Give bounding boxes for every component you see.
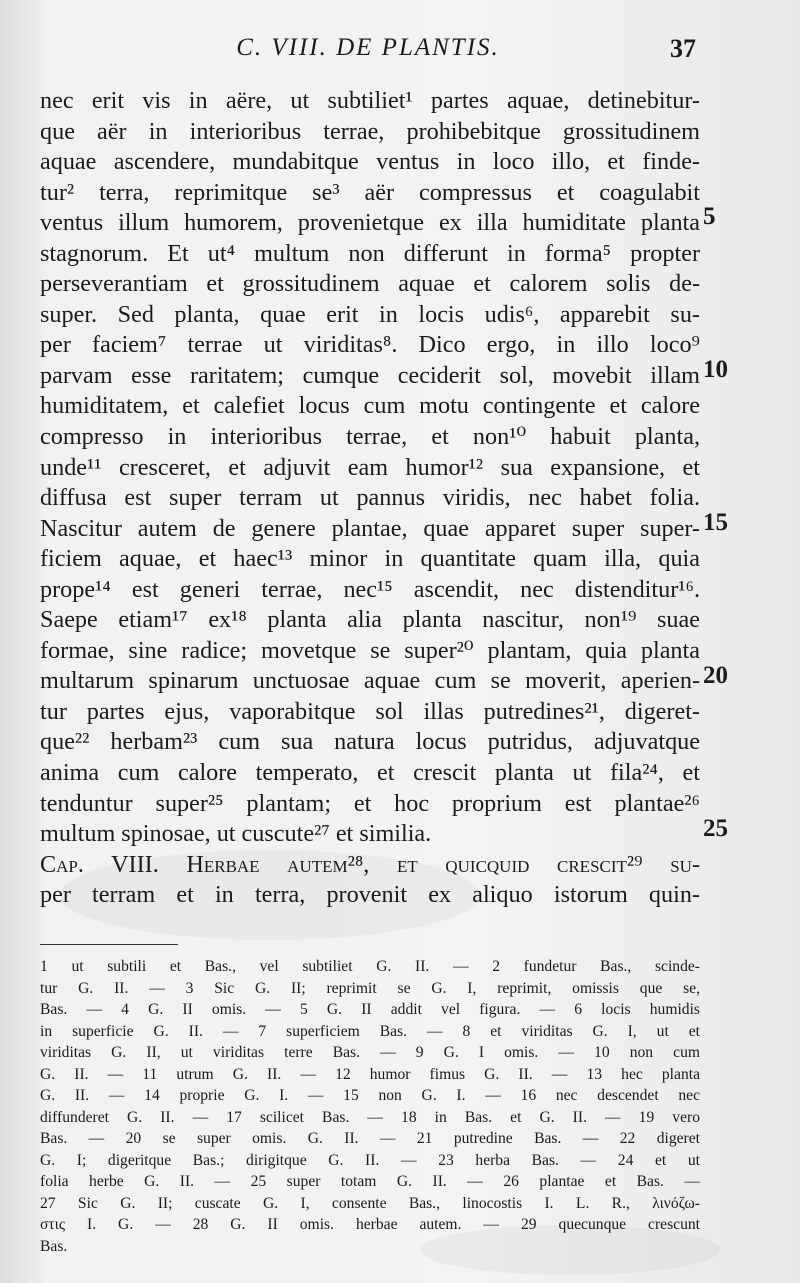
footnote-line: tur G. II. — 3 Sic G. II; reprimit se G. I, reprimit, omissis que se,	[40, 979, 700, 997]
text-line: perseverantiam et grossitudinem aquae et calorem solis de-	[40, 270, 700, 298]
text-line: ventus illum humorem, provenietque ex illa humiditate planta	[40, 209, 700, 237]
text-line: multum spinosae, ut cuscute²⁷ et similia.	[40, 820, 432, 848]
line-number: 10	[703, 356, 728, 383]
line-number: 25	[703, 815, 728, 842]
footnote-line: folia herbe G. II. — 25 super totam G. II. — 26 plantae et Bas. —	[40, 1173, 700, 1190]
footnote-line: στις I. G. — 28 G. II omis. herbae autem. — 29 quecunque crescunt	[40, 1216, 700, 1233]
running-title: C. VIII. DE PLANTIS.	[236, 34, 500, 61]
text-line: tenduntur super²⁵ plantam; et hoc proprium est plantae²⁶	[40, 789, 700, 817]
text-line: multarum spinarum unctuosae aquae cum se moverit, aperien-	[40, 667, 700, 695]
text-line: prope¹⁴ est generi terrae, nec¹⁵ ascendit, nec distenditur¹⁶.	[40, 575, 700, 603]
footnote-line: in superficie G. II. — 7 superficiem Bas. — 8 et viriditas G. I, ut et	[40, 1022, 700, 1040]
text-line: que aër in interioribus terrae, prohibebitque grossitudinem	[40, 117, 700, 145]
text-line: stagnorum. Et ut⁴ multum non differunt in forma⁵ propter	[40, 239, 700, 267]
text-line: Nascitur autem de genere plantae, quae apparet super super-	[40, 514, 700, 542]
text-line: unde¹¹ cresceret, et adjuvit eam humor¹² sua expansione, et	[40, 453, 700, 481]
footnote-line: Bas. — 4 G. II omis. — 5 G. II addit vel figura. — 6 locis humidis	[40, 1001, 700, 1018]
line-number: 15	[703, 509, 728, 536]
text-line: anima cum calore temperato, et crescit planta ut fila²⁴, et	[40, 759, 700, 787]
footnote-line: 1 ut subtili et Bas., vel subtiliet G. II. — 2 fundetur Bas., scinde-	[40, 958, 700, 975]
footnote-line: Bas.	[40, 1237, 68, 1255]
page-header	[40, 34, 696, 70]
text-line: nec erit vis in aëre, ut subtiliet¹ partes aquae, detinebitur-	[40, 87, 700, 114]
text-line: per terram et in terra, provenit ex aliquo istorum quin-	[40, 881, 700, 909]
page-number: 37	[670, 34, 696, 63]
footnote-line: viriditas G. II, ut viriditas terre Bas. — 9 G. I omis. — 10 non cum	[40, 1044, 700, 1061]
footnote-line: G. I; digeritque Bas.; dirigitque G. II. — 23 herba Bas. — 24 et ut	[40, 1151, 700, 1169]
main-text	[40, 86, 700, 911]
text-line: que²² herbam²³ cum sua natura locus putridus, adjuvatque	[40, 728, 700, 756]
text-line: tur² terra, reprimitque se³ aër compressus et coagulabit	[40, 178, 700, 206]
chapter-heading-line: Cap. VIII. Herbae autem²⁸, et quicquid crescit²⁹ su-	[40, 850, 700, 878]
text-line: diffusa est super terram ut pannus viridis, nec habet folia.	[40, 484, 700, 512]
footnote-line: G. II. — 11 utrum G. II. — 12 humor fimus G. II. — 13 hec planta	[40, 1065, 700, 1083]
text-line: formae, sine radice; movetque se super²⁰ plantam, quia planta	[40, 636, 700, 664]
text-line: Saepe etiam¹⁷ ex¹⁸ planta alia planta nascitur, non¹⁹ suae	[40, 606, 700, 634]
text-line: parvam esse raritatem; cumque ceciderit sol, movebit illam	[40, 361, 700, 389]
text-line: per faciem⁷ terrae ut viriditas⁸. Dico ergo, in illo loco⁹	[40, 331, 700, 359]
text-line: tur partes ejus, vaporabitque sol illas putredines²¹, digeret-	[40, 697, 700, 725]
text-line: compresso in interioribus terrae, et non¹⁰ habuit planta,	[40, 423, 700, 451]
footnote-line: G. II. — 14 proprie G. I. — 15 non G. I. — 16 nec descendet nec	[40, 1087, 700, 1104]
text-line: ficiem aquae, et haec¹³ minor in quantitate quam illa, quia	[40, 545, 700, 573]
text-line: humiditatem, et calefiet locus cum motu contingente et calore	[40, 392, 700, 420]
text-line: aquae ascendere, mundabitque ventus in loco illo, et finde-	[40, 148, 700, 176]
footnote-line: diffunderet G. II. — 17 scilicet Bas. — 18 in Bas. et G. II. — 19 vero	[40, 1108, 700, 1126]
footnote-line: Bas. — 20 se super omis. G. II. — 21 putredine Bas. — 22 digeret	[40, 1130, 700, 1147]
line-number: 5	[703, 203, 716, 230]
footnote-rule	[40, 944, 178, 945]
footnote-line: 27 Sic G. II; cuscate G. I, consente Bas., linocostis I. L. R., λινόζω-	[40, 1194, 700, 1212]
text-line: super. Sed planta, quae erit in locis udis⁶, apparebit su-	[40, 300, 700, 328]
footnotes	[40, 956, 700, 1257]
line-number: 20	[703, 662, 728, 689]
